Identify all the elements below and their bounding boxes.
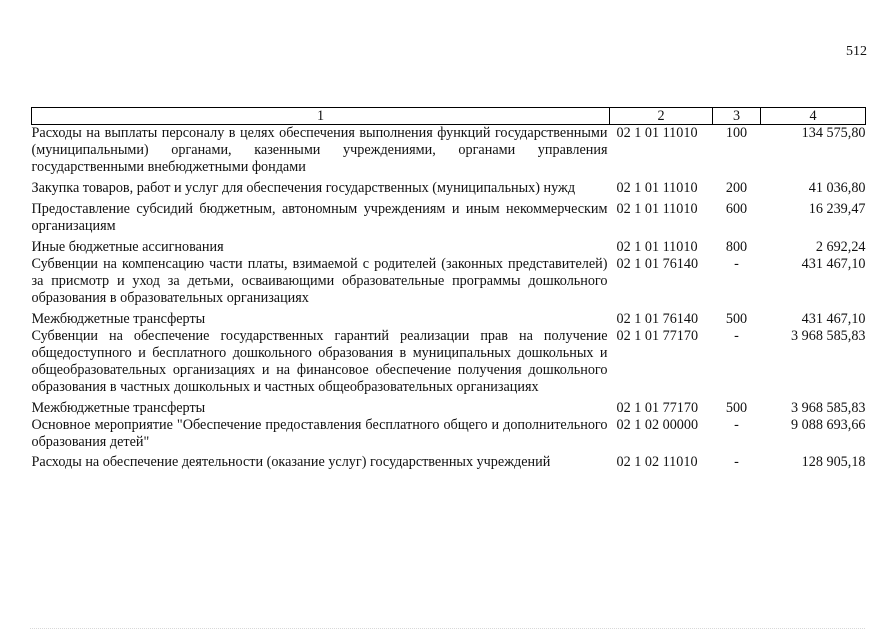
table-row bbox=[32, 307, 866, 328]
expense-name: Субвенции на обеспечение государственных гарантий реализации прав на получение общедоступного и бесплатного дошкольного образования в муниципальных дошкольных и общеобразовательных организациях и на финансовое обеспечение получения дошкольного образования в частных дошкольных и частных общеобразовательных организациях bbox=[31, 328, 608, 395]
table-row bbox=[32, 256, 866, 307]
target-code: 02 1 01 11010 bbox=[616, 239, 698, 255]
table-header bbox=[32, 108, 866, 125]
target-code: 02 1 01 76140 bbox=[616, 311, 699, 327]
scan-edge-artifact bbox=[30, 628, 865, 630]
expense-type: - bbox=[734, 454, 739, 470]
amount: 9 088 693,66 bbox=[791, 417, 866, 433]
expense-type: 800 bbox=[725, 239, 748, 255]
expense-name: Расходы на выплаты персоналу в целях обеспечения выполнения функций государственными (муниципальными) органами, казенными учреждениями, органами управления государственными внебюджетными фондами bbox=[31, 125, 608, 175]
target-code: 02 1 02 00000 bbox=[616, 417, 699, 433]
header-col-3: 3 bbox=[713, 108, 761, 125]
table-row bbox=[32, 235, 866, 256]
expense-type: 100 bbox=[725, 125, 748, 141]
expense-name: Расходы на обеспечение деятельности (оказание услуг) государственных учреждений bbox=[31, 454, 551, 470]
table-row bbox=[32, 417, 866, 451]
amount: 128 905,18 bbox=[801, 454, 866, 470]
expense-type: - bbox=[734, 328, 739, 344]
amount: 16 239,47 bbox=[808, 201, 866, 217]
amount: 431 467,10 bbox=[801, 311, 866, 327]
expense-name: Субвенции на компенсацию части платы, взимаемой с родителей (законных представителей) за присмотр и уход за детьми, осваивающими образовательные программы дошкольного образования в образовательных организациях bbox=[31, 256, 608, 306]
expense-name: Межбюджетные трансферты bbox=[31, 400, 206, 416]
table-row bbox=[32, 451, 866, 471]
expense-type: 500 bbox=[725, 311, 748, 327]
expense-name: Межбюджетные трансферты bbox=[31, 311, 206, 327]
amount: 134 575,80 bbox=[801, 125, 866, 141]
table-row bbox=[32, 328, 866, 396]
expense-type: - bbox=[734, 417, 739, 433]
amount: 3 968 585,83 bbox=[791, 328, 866, 344]
expense-name: Основное мероприятие "Обеспечение предоставления бесплатного общего и дополнительного образования детей" bbox=[31, 417, 608, 450]
amount: 3 968 585,83 bbox=[791, 400, 866, 416]
budget-table bbox=[31, 107, 866, 471]
target-code: 02 1 01 76140 bbox=[616, 256, 699, 272]
amount: 431 467,10 bbox=[801, 256, 866, 272]
amount: 41 036,80 bbox=[808, 180, 866, 196]
expense-type: - bbox=[734, 256, 739, 272]
table-row bbox=[32, 125, 866, 177]
expense-type: 600 bbox=[725, 201, 748, 217]
header-col-2: 2 bbox=[610, 108, 713, 125]
target-code: 02 1 01 11010 bbox=[616, 180, 698, 196]
header-col-4: 4 bbox=[761, 108, 866, 125]
table-row bbox=[32, 197, 866, 235]
expense-name: Предоставление субсидий бюджетным, автономным учреждениям и иным некоммерческим организациям bbox=[31, 201, 608, 234]
page-number: 512 bbox=[846, 44, 867, 59]
expense-name: Иные бюджетные ассигнования bbox=[31, 239, 224, 255]
target-code: 02 1 01 77170 bbox=[616, 400, 699, 416]
target-code: 02 1 01 11010 bbox=[616, 201, 698, 217]
expense-type: 200 bbox=[725, 180, 748, 196]
header-col-1: 1 bbox=[32, 108, 610, 125]
target-code: 02 1 01 11010 bbox=[616, 125, 698, 141]
amount: 2 692,24 bbox=[815, 239, 866, 255]
table-row bbox=[32, 396, 866, 417]
expense-name: Закупка товаров, работ и услуг для обеспечения государственных (муниципальных) нужд bbox=[31, 180, 576, 196]
target-code: 02 1 02 11010 bbox=[616, 454, 698, 470]
expense-type: 500 bbox=[725, 400, 748, 416]
table-row bbox=[32, 176, 866, 197]
target-code: 02 1 01 77170 bbox=[616, 328, 699, 344]
